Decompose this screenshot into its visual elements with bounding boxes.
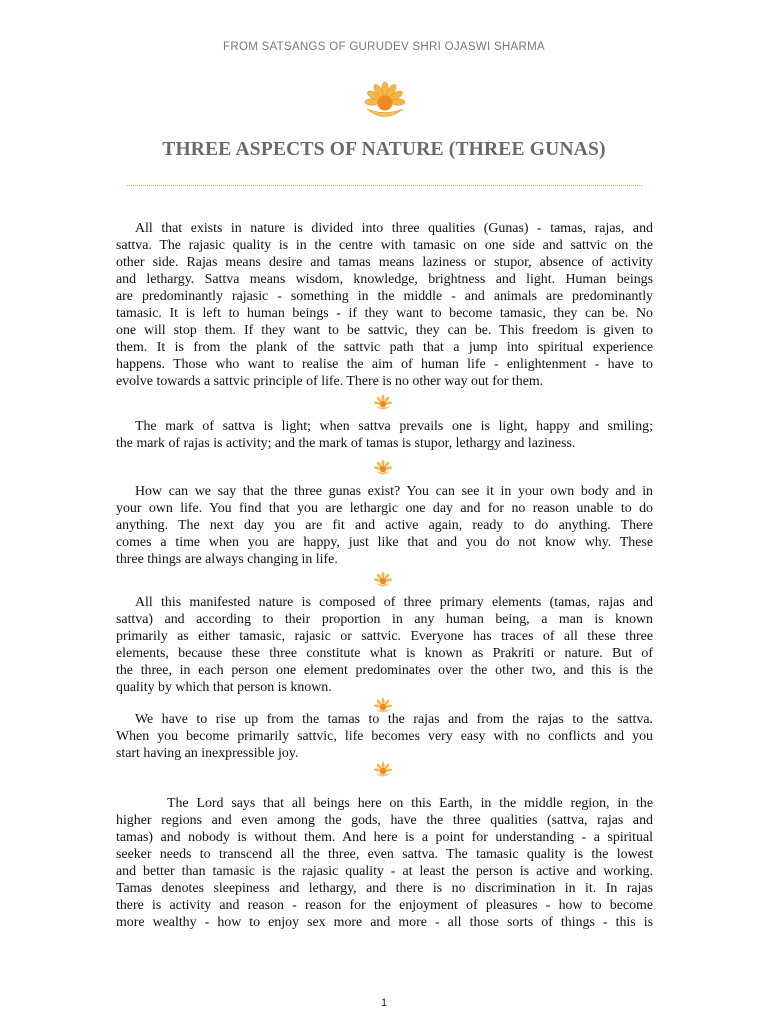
sun-flower-separator-icon <box>373 761 393 779</box>
text-line: the mark of rajas is activity; and the mark of tamas is stupor, lethargy and laziness. <box>116 436 576 451</box>
page-number: 1 <box>380 997 388 1009</box>
page-title: THREE ASPECTS OF NATURE (THREE GUNAS) <box>162 139 606 160</box>
text-line: All this manifested nature is composed of three primary elements (tamas, rajas and <box>135 595 653 610</box>
text-line: and better than tamasic is the rajasic quality - at least the person is active and working. <box>116 864 653 879</box>
text-line: All that exists in nature is divided into three qualities (Gunas) - tamas, rajas, and <box>135 221 653 236</box>
text-line: seeker needs to transcend all the three, even sattva. The tamasic quality is the lowest <box>116 847 653 862</box>
text-line: How can we say that the three gunas exist? You can see it in your own body and in <box>135 484 653 499</box>
page-header: FROM SATSANGS OF GURUDEV SHRI OJASWI SHARMA <box>223 41 545 53</box>
title-divider <box>127 185 642 186</box>
text-line: The Lord says that all beings here on this Earth, in the middle region, in the <box>167 796 653 811</box>
text-line: more wealthy - how to enjoy sex more and more - all those sorts of things - this is <box>116 915 653 930</box>
text-line: elements, because these three constitute what is known as Prakriti or nature. But of <box>116 646 653 661</box>
paragraph-5 <box>116 711 653 762</box>
text-line: the three, in each person one element predominates over the other two, and this is the <box>116 663 653 678</box>
text-line: there is activity and reason - reason for the enjoyment of pleasures - how to become <box>116 898 653 913</box>
text-line: higher regions and even among the gods, have the three qualities (sattva, rajas and <box>116 813 653 828</box>
text-line: comes a time when you are happy, just like that and you do not know why. These <box>116 535 653 550</box>
sun-flower-separator-icon <box>373 394 393 412</box>
paragraph-6 <box>116 795 653 931</box>
text-line: tamas) and nobody is without them. And here is a point for understanding - a spiritual <box>116 830 653 845</box>
text-line: one will stop them. If they want to be sattvic, they can be. This freedom is given to <box>116 323 653 338</box>
text-line: sattva. The rajasic quality is in the centre with tamasic on one side and sattvic on the <box>116 238 653 253</box>
text-line: and lethargy. Sattva means wisdom, knowledge, brightness and light. Human beings <box>116 272 653 287</box>
text-line: Tamas denotes sleepiness and lethargy, and there is no discrimination in it. In rajas <box>116 881 653 896</box>
text-line: happens. Those who want to realise the aim of human life - enlightenment - have to <box>116 357 653 372</box>
paragraph-4 <box>116 594 653 696</box>
text-line: When you become primarily sattvic, life becomes very easy with no conflicts and you <box>116 729 653 744</box>
text-line: tamasic. It is left to human beings - if they want to become tamasic, they can be. No <box>116 306 653 321</box>
text-line: are predominantly rajasic - something in the middle - and animals are predominantly <box>116 289 653 304</box>
text-line: The mark of sattva is light; when sattva prevails one is light, happy and smiling; <box>135 419 653 434</box>
paragraph-2 <box>116 418 653 452</box>
text-line: them. It is from the plank of the sattvic path that a jump into spiritual experience <box>116 340 653 355</box>
text-line: three things are always changing in life. <box>116 552 338 567</box>
paragraph-3 <box>116 483 653 568</box>
text-line: anything. The next day you are fit and active again, ready to do anything. There <box>116 518 653 533</box>
text-line: quality by which that person is known. <box>116 680 332 695</box>
text-line: start having an inexpressible joy. <box>116 746 299 761</box>
text-line: sattva) and according to their proportion in any human being, a man is known <box>116 612 653 627</box>
text-line: We have to rise up from the tamas to the rajas and from the rajas to the sattva. <box>135 712 653 727</box>
paragraph-1 <box>116 220 653 390</box>
sun-flower-logo-icon <box>361 80 409 122</box>
text-line: primarily as either tamasic, rajasic or sattvic. Everyone has traces of all these three <box>116 629 653 644</box>
sun-flower-separator-icon <box>373 459 393 477</box>
sun-flower-separator-icon <box>373 571 393 589</box>
text-line: evolve towards a sattvic principle of life. There is no other way out for them. <box>116 374 544 389</box>
text-line: other side. Rajas means desire and tamas means laziness or stupor, absence of activity <box>116 255 653 270</box>
text-line: your own life. You find that you are lethargic one day and for no reason unable to do <box>116 501 653 516</box>
